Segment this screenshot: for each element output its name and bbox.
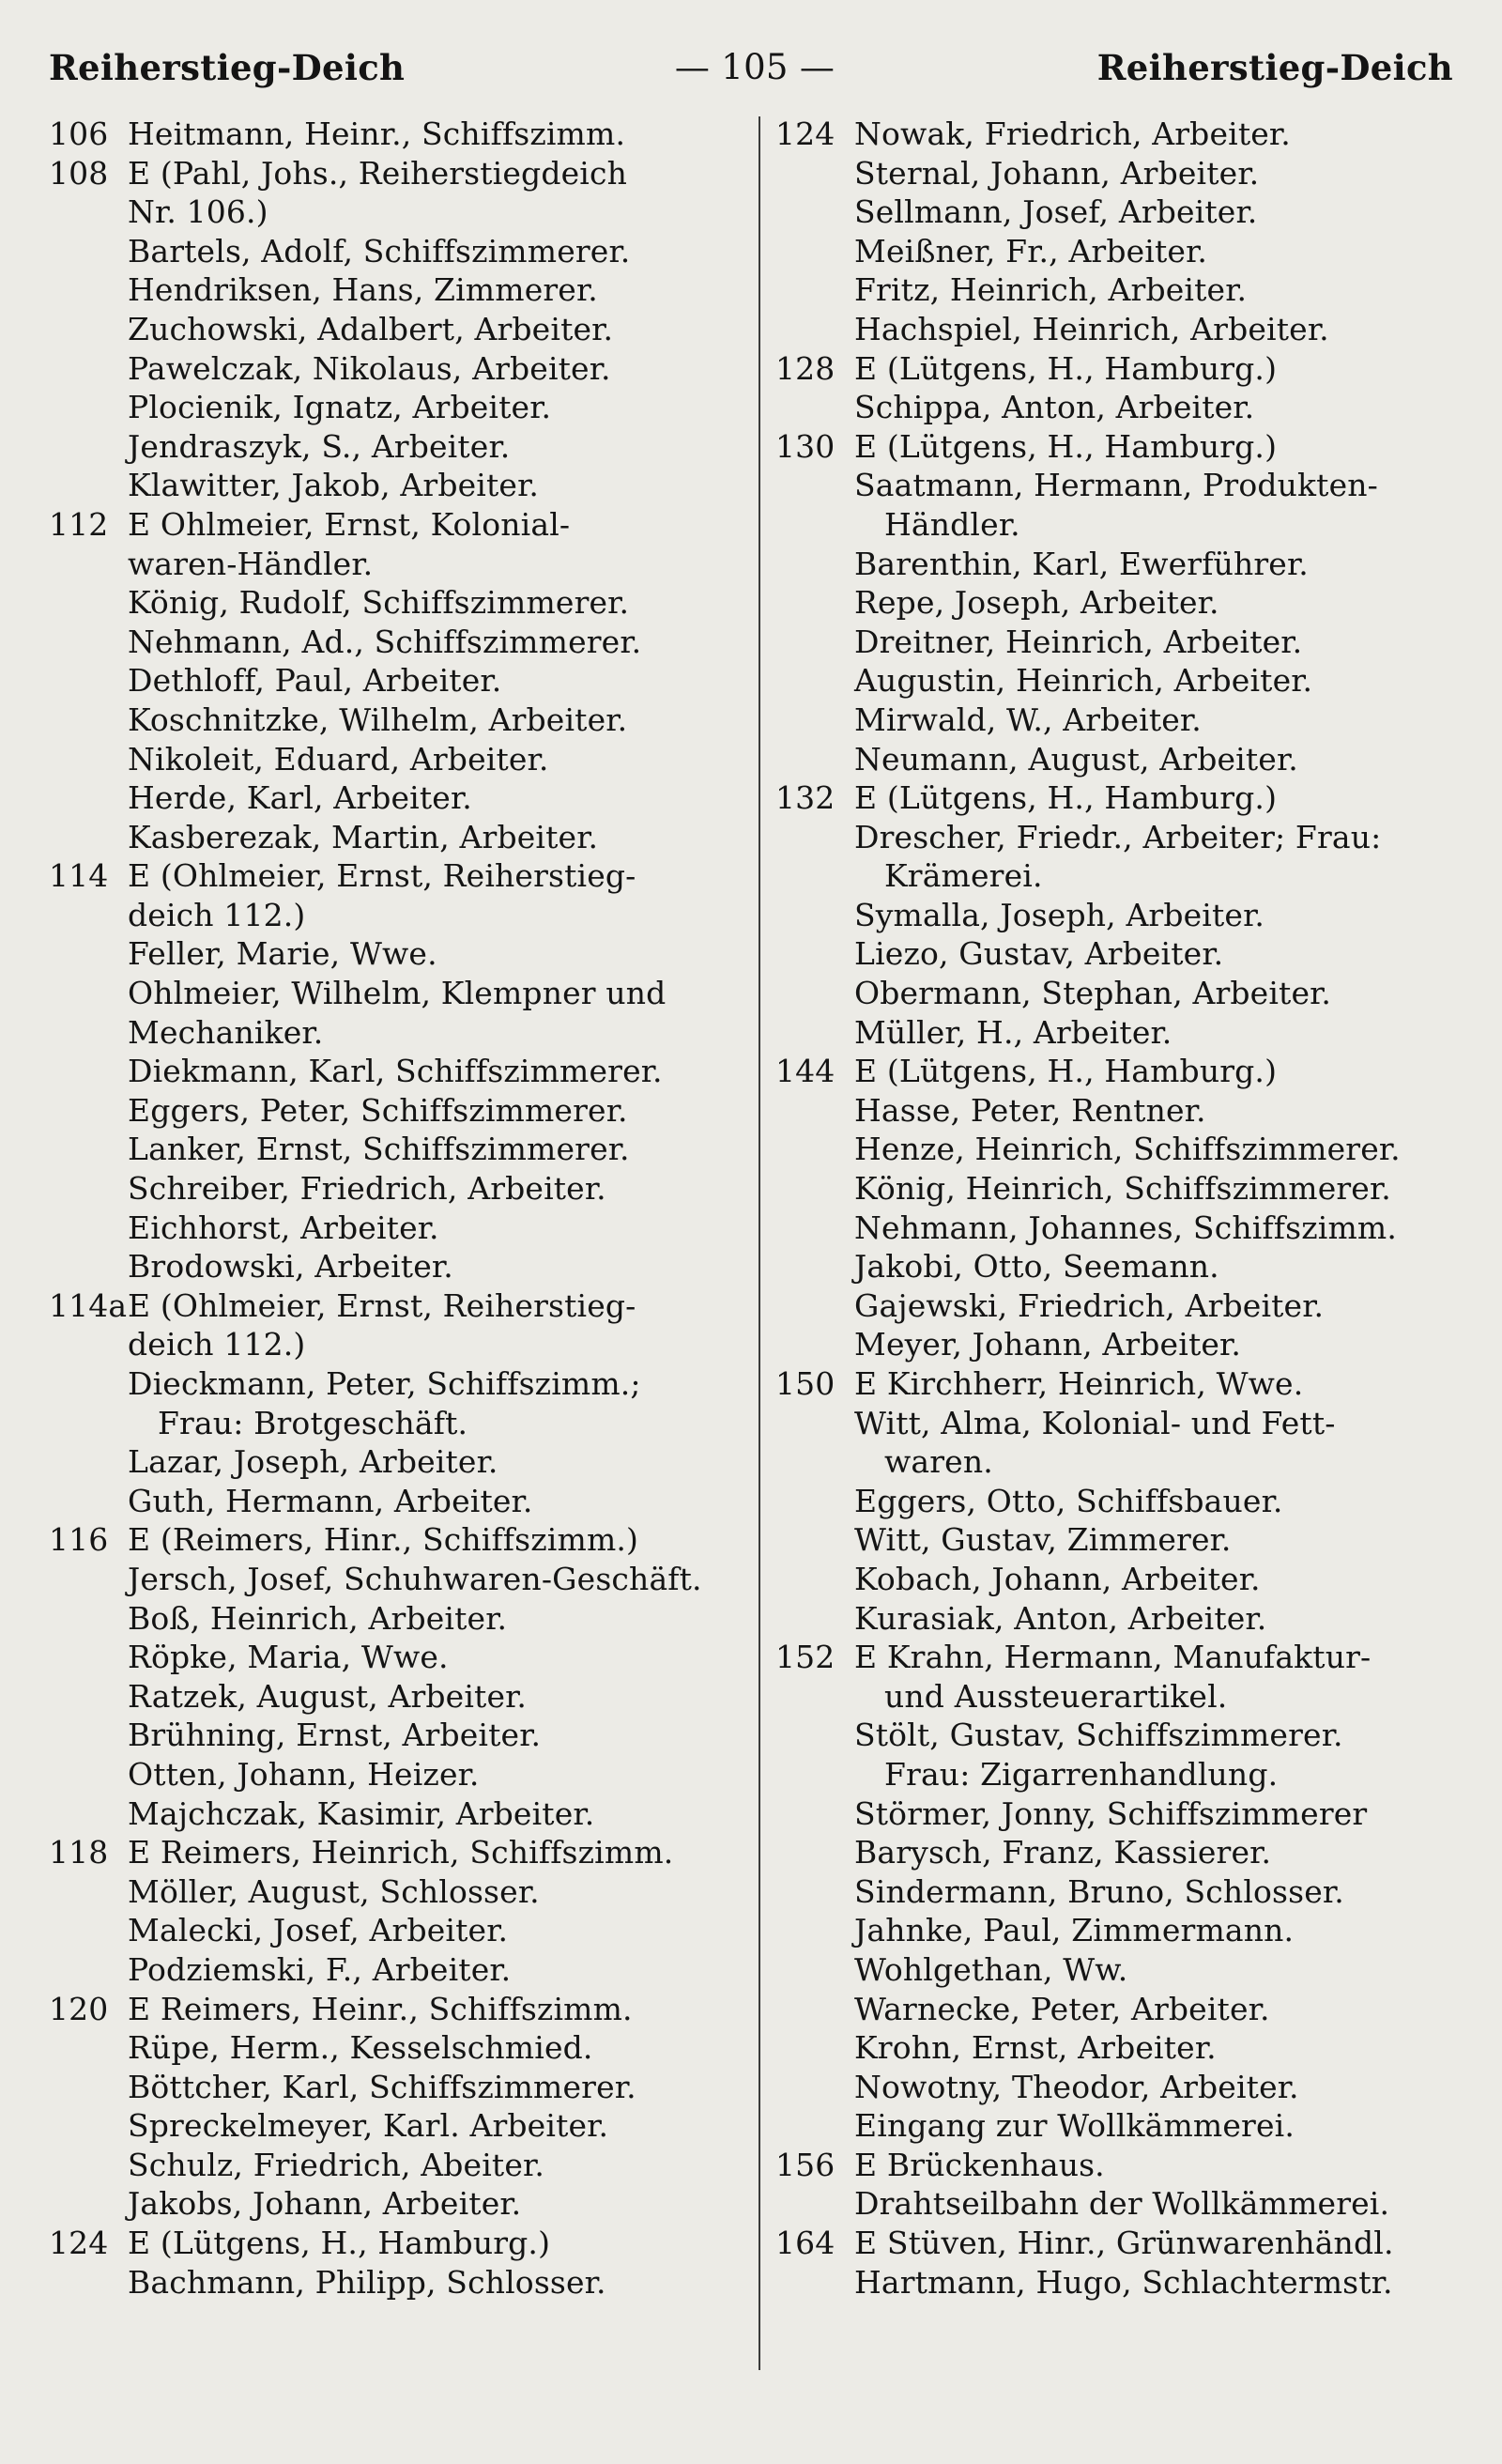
entry-text: Barenthin, Karl, Ewerführer. — [854, 545, 1309, 582]
entry-text: Sellmann, Josef, Arbeiter. — [854, 193, 1258, 231]
entry-text: E Reimers, Heinr., Schiffszimm. — [128, 1990, 633, 2027]
page-number: — 105 — — [674, 47, 835, 87]
entry-text: Repe, Joseph, Arbeiter. — [854, 584, 1219, 622]
directory-entry-line — [775, 1872, 1461, 1912]
directory-entry-line — [49, 1950, 751, 1990]
directory-entry-line — [49, 388, 751, 427]
entry-text: Pawelczak, Nikolaus, Arbeiter. — [128, 349, 611, 387]
house-number: 124 — [775, 116, 835, 152]
directory-entry-line — [49, 2224, 751, 2263]
directory-entry-line — [775, 1169, 1461, 1209]
entry-text: Bartels, Adolf, Schiffszimmerer. — [128, 232, 631, 270]
entry-text: E Brückenhaus. — [854, 2146, 1105, 2183]
entry-text: Jersch, Josef, Schuhwaren-Geschäft. — [128, 1560, 702, 1597]
entry-text: Herde, Karl, Arbeiter. — [128, 779, 472, 817]
directory-entry-line — [49, 740, 751, 779]
entry-text: Liezo, Gustav, Arbeiter. — [854, 935, 1224, 973]
directory-entry-line — [49, 310, 751, 349]
entry-text: Sindermann, Bruno, Schlosser. — [854, 1872, 1344, 1910]
directory-entry-line — [775, 1560, 1461, 1599]
directory-entry-line — [775, 1520, 1461, 1560]
entry-text: Eingang zur Wollkämmerei. — [854, 2107, 1295, 2145]
directory-entry-line — [775, 1482, 1461, 1521]
house-number: 164 — [775, 2225, 835, 2262]
entry-text: Nr. 106.) — [128, 193, 268, 231]
directory-entry-line — [49, 623, 751, 662]
directory-entry-line — [775, 701, 1461, 740]
directory-entry-line — [49, 1872, 751, 1912]
entry-text: Nowak, Friedrich, Arbeiter. — [854, 116, 1291, 152]
directory-entry-line — [775, 1091, 1461, 1131]
directory-entry-line — [49, 1716, 751, 1755]
directory-entry-line — [49, 1209, 751, 1248]
directory-entry-line — [775, 192, 1461, 232]
entry-text: Warnecke, Peter, Arbeiter. — [854, 1990, 1270, 2027]
entry-text: Neumann, August, Arbeiter. — [854, 740, 1298, 778]
directory-entry-line — [49, 1130, 751, 1169]
entry-text: Otten, Johann, Heizer. — [128, 1755, 480, 1793]
column-divider — [759, 116, 760, 2370]
directory-entry-line — [775, 818, 1461, 857]
directory-entry-line — [49, 1990, 751, 2029]
entry-text: Frau: Zigarrenhandlung. — [884, 1755, 1279, 1793]
house-number: 114a — [49, 1286, 128, 1324]
entry-text: Brühning, Ernst, Arbeiter. — [128, 1717, 542, 1754]
page-header — [49, 47, 1453, 103]
entry-text: Jakobi, Otto, Seemann. — [854, 1248, 1219, 1286]
entry-text: Ohlmeier, Wilhelm, Klempner und — [128, 975, 667, 1012]
directory-entry-line — [49, 701, 751, 740]
house-number: 108 — [49, 154, 109, 192]
directory-entry-line — [775, 1247, 1461, 1286]
entry-text: E (Ohlmeier, Ernst, Reiherstieg- — [128, 1286, 636, 1324]
entry-text: Plocienik, Ignatz, Arbeiter. — [128, 389, 552, 426]
directory-entry-line — [775, 934, 1461, 974]
directory-entry-line — [49, 1442, 751, 1482]
entry-text: Barysch, Franz, Kassierer. — [854, 1834, 1272, 1871]
directory-entry-line — [775, 1286, 1461, 1326]
directory-entry-line — [775, 1442, 1461, 1482]
entry-text: Händler. — [884, 505, 1020, 543]
entry-text: Nowotny, Theodor, Arbeiter. — [854, 2068, 1299, 2105]
directory-entry-line — [775, 778, 1461, 818]
directory-entry-line — [49, 2146, 751, 2185]
header-street-left: Reiherstieg-Deich — [49, 47, 406, 88]
directory-entry-line — [49, 505, 751, 545]
entry-text: E (Ohlmeier, Ernst, Reiherstieg- — [128, 857, 636, 895]
directory-entry-line — [49, 974, 751, 1013]
directory-entry-line — [49, 1560, 751, 1599]
entry-text: Fritz, Heinrich, Arbeiter. — [854, 271, 1248, 309]
entry-text: Malecki, Josef, Arbeiter. — [128, 1912, 509, 1949]
directory-entry-line — [775, 2028, 1461, 2068]
directory-entry-line — [49, 232, 751, 271]
entry-text: E Kirchherr, Heinrich, Wwe. — [854, 1365, 1304, 1402]
directory-entry-line — [775, 466, 1461, 505]
directory-entry-line — [49, 1404, 751, 1443]
entry-text: Klawitter, Jakob, Arbeiter. — [128, 467, 540, 504]
house-number: 106 — [49, 116, 109, 152]
entry-text: Dethloff, Paul, Arbeiter. — [128, 662, 502, 700]
directory-entry-line — [775, 427, 1461, 467]
entry-text: E (Pahl, Johs., Reiherstiegdeich — [128, 154, 628, 192]
entry-text: Augustin, Heinrich, Arbeiter. — [854, 662, 1313, 700]
entry-text: Nehmann, Ad., Schiffszimmerer. — [128, 623, 642, 660]
entry-text: Eichhorst, Arbeiter. — [128, 1209, 439, 1246]
directory-entry-line — [775, 974, 1461, 1013]
directory-entry-line — [775, 115, 1461, 154]
entry-text: Schulz, Friedrich, Abeiter. — [128, 2146, 544, 2183]
entry-text: Krämerei. — [884, 857, 1043, 895]
directory-entry-line — [49, 545, 751, 584]
entry-text: Obermann, Stephan, Arbeiter. — [854, 975, 1332, 1012]
directory-entry-line — [775, 583, 1461, 623]
directory-entry-line — [49, 1794, 751, 1834]
directory-entry-line — [49, 583, 751, 623]
entry-text: Feller, Marie, Wwe. — [128, 935, 437, 973]
entry-text: Rüpe, Herm., Kesselschmied. — [128, 2029, 593, 2067]
entry-text: Bachmann, Philipp, Schlosser. — [128, 2263, 606, 2301]
entry-text: Störmer, Jonny, Schiffszimmerer — [854, 1794, 1368, 1832]
directory-entry-line — [775, 2184, 1461, 2224]
entry-text: Jahnke, Paul, Zimmermann. — [854, 1912, 1295, 1949]
house-number: 130 — [775, 427, 835, 465]
directory-entry-line — [49, 1833, 751, 1872]
entry-text: Brodowski, Arbeiter. — [128, 1248, 453, 1286]
entry-text: Müller, H., Arbeiter. — [854, 1013, 1172, 1051]
directory-entry-line — [775, 1990, 1461, 2029]
entry-text: Drahtseilbahn der Wollkämmerei. — [854, 2185, 1390, 2223]
directory-entry-line — [49, 1247, 751, 1286]
entry-text: Stölt, Gustav, Schiffszimmerer. — [854, 1717, 1343, 1754]
directory-entry-line — [49, 1755, 751, 1794]
entry-text: Gajewski, Friedrich, Arbeiter. — [854, 1286, 1325, 1324]
directory-entry-line — [49, 1091, 751, 1131]
directory-entry-line — [775, 270, 1461, 310]
entry-text: Mirwald, W., Arbeiter. — [854, 701, 1202, 738]
directory-entry-line — [775, 1755, 1461, 1794]
directory-entry-line — [49, 1599, 751, 1639]
entry-text: Diekmann, Karl, Schiffszimmerer. — [128, 1053, 663, 1090]
left-column — [49, 115, 751, 2302]
entry-text: E (Lütgens, H., Hamburg.) — [854, 779, 1278, 817]
entry-text: E Krahn, Hermann, Manufaktur- — [854, 1639, 1372, 1676]
entry-text: Böttcher, Karl, Schiffszimmerer. — [128, 2068, 636, 2105]
entry-text: Hasse, Peter, Rentner. — [854, 1091, 1206, 1129]
house-number: 124 — [49, 2225, 109, 2262]
entry-text: deich 112.) — [128, 1326, 306, 1363]
entry-text: E (Lütgens, H., Hamburg.) — [128, 2225, 551, 2262]
entry-text: Lanker, Ernst, Schiffszimmerer. — [128, 1131, 630, 1168]
house-number: 116 — [49, 1521, 109, 1559]
directory-entry-line — [49, 1677, 751, 1717]
entry-text: Eggers, Peter, Schiffszimmerer. — [128, 1091, 628, 1129]
house-number: 156 — [775, 2146, 835, 2183]
directory-entry-line — [775, 1677, 1461, 1717]
entry-text: Dreitner, Heinrich, Arbeiter. — [854, 623, 1303, 660]
entry-text: Symalla, Joseph, Arbeiter. — [854, 896, 1265, 933]
directory-entry-line — [775, 154, 1461, 193]
directory-entry-line — [775, 1052, 1461, 1091]
directory-entry-line — [49, 270, 751, 310]
directory-entry-line — [775, 2263, 1461, 2302]
directory-entry-line — [49, 1286, 751, 1326]
entry-text: Dieckmann, Peter, Schiffszimm.; — [128, 1365, 641, 1402]
entry-text: E (Lütgens, H., Hamburg.) — [854, 349, 1278, 387]
directory-entry-line — [775, 505, 1461, 545]
directory-entry-line — [775, 1911, 1461, 1950]
entry-text: Eggers, Otto, Schiffsbauer. — [854, 1482, 1283, 1519]
directory-entry-line — [775, 1404, 1461, 1443]
directory-entry-line — [49, 192, 751, 232]
directory-entry-line — [775, 623, 1461, 662]
entry-text: Nehmann, Johannes, Schiffszimm. — [854, 1209, 1398, 1246]
directory-entry-line — [49, 154, 751, 193]
entry-text: Krohn, Ernst, Arbeiter. — [854, 2029, 1217, 2067]
directory-entry-line — [49, 1364, 751, 1404]
entry-text: Zuchowski, Adalbert, Arbeiter. — [128, 310, 614, 347]
entry-text: Guth, Hermann, Arbeiter. — [128, 1482, 533, 1519]
directory-entry-line — [775, 1950, 1461, 1990]
directory-entry-line — [49, 349, 751, 389]
entry-text: Nikoleit, Eduard, Arbeiter. — [128, 740, 549, 778]
directory-entry-line — [49, 2106, 751, 2146]
entry-text: Witt, Gustav, Zimmerer. — [854, 1521, 1232, 1559]
entry-text: König, Heinrich, Schiffszimmerer. — [854, 1170, 1391, 1208]
house-number: 144 — [775, 1053, 835, 1090]
directory-entry-line — [49, 1638, 751, 1677]
directory-entry-line — [49, 427, 751, 467]
entry-text: Boß, Heinrich, Arbeiter. — [128, 1599, 508, 1637]
directory-entry-line — [775, 661, 1461, 701]
entry-text: Hachspiel, Heinrich, Arbeiter. — [854, 310, 1329, 347]
directory-entry-line — [775, 1325, 1461, 1364]
entry-text: waren. — [884, 1443, 993, 1481]
directory-entry-line — [775, 1130, 1461, 1169]
directory-entry-line — [49, 2184, 751, 2224]
entry-text: Saatmann, Hermann, Produkten- — [854, 467, 1378, 504]
directory-entry-line — [49, 2263, 751, 2302]
entry-text: Koschnitzke, Wilhelm, Arbeiter. — [128, 701, 628, 738]
directory-entry-line — [49, 1482, 751, 1521]
house-number: 114 — [49, 857, 109, 895]
directory-entry-line — [49, 466, 751, 505]
directory-entry-line — [775, 388, 1461, 427]
entry-text: Kobach, Johann, Arbeiter. — [854, 1560, 1261, 1597]
directory-entry-line — [775, 349, 1461, 389]
entry-text: Jakobs, Johann, Arbeiter. — [128, 2185, 522, 2223]
directory-entry-line — [775, 2068, 1461, 2107]
directory-entry-line — [775, 1209, 1461, 1248]
directory-entry-line — [775, 2106, 1461, 2146]
directory-entry-line — [49, 856, 751, 896]
entry-text: Möller, August, Schlosser. — [128, 1872, 540, 1910]
entry-text: Ratzek, August, Arbeiter. — [128, 1677, 528, 1715]
entry-text: Wohlgethan, Ww. — [854, 1950, 1128, 1988]
house-number: 118 — [49, 1834, 109, 1871]
directory-entry-line — [775, 232, 1461, 271]
house-number: 150 — [775, 1365, 835, 1402]
directory-entry-line — [49, 1052, 751, 1091]
directory-entry-line — [49, 1169, 751, 1209]
entry-text: Drescher, Friedr., Arbeiter; Frau: — [854, 818, 1382, 855]
entry-text: Sternal, Johann, Arbeiter. — [854, 154, 1260, 192]
entry-text: Röpke, Maria, Wwe. — [128, 1639, 449, 1676]
entry-text: waren-Händler. — [128, 545, 374, 582]
directory-entry-line — [775, 856, 1461, 896]
entry-text: Jendraszyk, S., Arbeiter. — [128, 427, 511, 465]
directory-entry-line — [49, 818, 751, 857]
entry-text: und Aussteuerartikel. — [884, 1677, 1228, 1715]
entry-text: E (Lütgens, H., Hamburg.) — [854, 1053, 1278, 1090]
house-number: 120 — [49, 1990, 109, 2027]
house-number: 128 — [775, 349, 835, 387]
directory-entry-line — [49, 1325, 751, 1364]
entry-text: Podziemski, F., Arbeiter. — [128, 1950, 512, 1988]
entry-text: Spreckelmeyer, Karl. Arbeiter. — [128, 2107, 609, 2145]
directory-entry-line — [49, 661, 751, 701]
entry-text: Kasberezak, Martin, Arbeiter. — [128, 818, 599, 855]
entry-text: Hartmann, Hugo, Schlachtermstr. — [854, 2263, 1393, 2301]
entry-text: Kurasiak, Anton, Arbeiter. — [854, 1599, 1267, 1637]
entry-text: Majchczak, Kasimir, Arbeiter. — [128, 1794, 595, 1832]
directory-entry-line — [775, 1833, 1461, 1872]
house-number: 152 — [775, 1639, 835, 1676]
entry-text: Schippa, Anton, Arbeiter. — [854, 389, 1255, 426]
entry-text: Schreiber, Friedrich, Arbeiter. — [128, 1170, 606, 1208]
directory-entry-line — [49, 115, 751, 154]
directory-entry-line — [49, 1911, 751, 1950]
directory-entry-line — [49, 934, 751, 974]
directory-entry-line — [775, 1638, 1461, 1677]
entry-text: Meyer, Johann, Arbeiter. — [854, 1326, 1241, 1363]
directory-entry-line — [775, 1794, 1461, 1834]
entry-text: E (Lütgens, H., Hamburg.) — [854, 427, 1278, 465]
house-number: 112 — [49, 505, 109, 543]
directory-entry-line — [49, 1520, 751, 1560]
entry-text: König, Rudolf, Schiffszimmerer. — [128, 584, 630, 622]
entry-text: Heitmann, Heinr., Schiffszimm. — [128, 116, 626, 152]
house-number: 132 — [775, 779, 835, 817]
entry-text: Hendriksen, Hans, Zimmerer. — [128, 271, 598, 309]
directory-entry-line — [775, 1716, 1461, 1755]
entry-text: deich 112.) — [128, 896, 306, 933]
entry-text: E Reimers, Heinrich, Schiffszimm. — [128, 1834, 674, 1871]
directory-entry-line — [775, 1599, 1461, 1639]
directory-entry-line — [49, 2068, 751, 2107]
directory-entry-line — [49, 778, 751, 818]
entry-text: E Ohlmeier, Ernst, Kolonial- — [128, 505, 571, 543]
directory-entry-line — [775, 896, 1461, 935]
directory-entry-line — [49, 896, 751, 935]
entry-text: E (Reimers, Hinr., Schiffszimm.) — [128, 1521, 639, 1559]
directory-entry-line — [49, 1013, 751, 1053]
directory-entry-line — [775, 1013, 1461, 1053]
header-street-right: Reiherstieg-Deich — [1096, 47, 1453, 88]
entry-text: Lazar, Joseph, Arbeiter. — [128, 1443, 498, 1481]
entry-text: Frau: Brotgeschäft. — [158, 1404, 468, 1441]
directory-entry-line — [775, 545, 1461, 584]
directory-entry-line — [49, 2028, 751, 2068]
directory-entry-line — [775, 1364, 1461, 1404]
entry-text: Meißner, Fr., Arbeiter. — [854, 232, 1208, 270]
entry-text: Witt, Alma, Kolonial- und Fett- — [854, 1404, 1336, 1441]
directory-entry-line — [775, 740, 1461, 779]
right-column — [775, 115, 1461, 2302]
directory-entry-line — [775, 2146, 1461, 2185]
directory-entry-line — [775, 2224, 1461, 2263]
entry-text: Mechaniker. — [128, 1013, 324, 1051]
directory-entry-line — [775, 310, 1461, 349]
entry-text: E Stüven, Hinr., Grünwarenhändl. — [854, 2225, 1394, 2262]
entry-text: Henze, Heinrich, Schiffszimmerer. — [854, 1131, 1401, 1168]
